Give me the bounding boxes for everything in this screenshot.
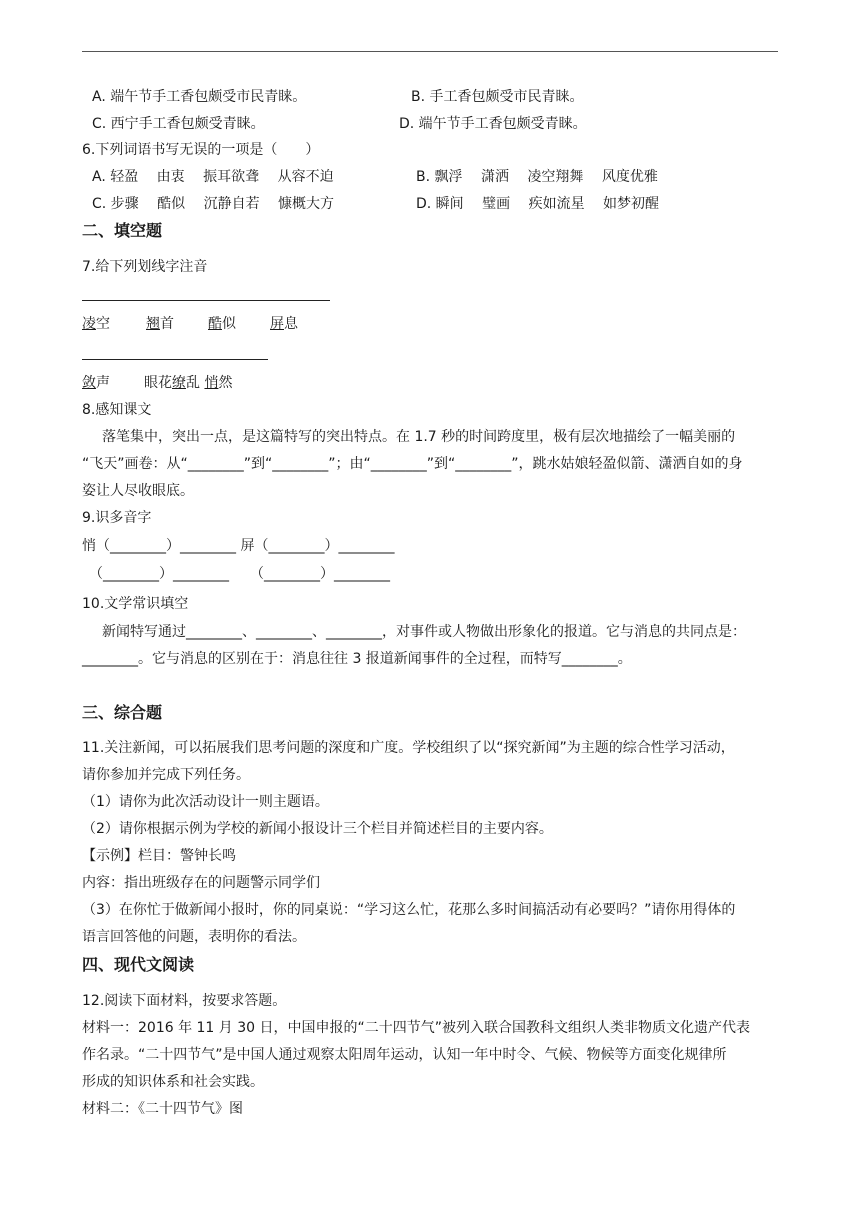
q10-stem: 10.文学常识填空: [82, 596, 189, 612]
q12-stem: 12.阅读下面材料，按要求答题。: [82, 993, 287, 1009]
q11-line-2: 请你参加并完成下列任务。: [82, 767, 250, 783]
q5-option-a: A. 端午节手工香包颇受市民青睐。: [92, 89, 307, 105]
q9-line-1: 悄（________）________ 屏（________）________: [82, 538, 395, 554]
q9-line-2: （________）________ （________）________: [82, 566, 390, 582]
q12-material-1-line-1: 材料一：2016 年 11 月 30 日，中国申报的“二十四节气”被列入联合国教科文组织人类非物质文化遗产代表: [82, 1020, 751, 1036]
q6-option-d: D. 瞬间 璧画 疾如流星 如梦初醒: [416, 196, 660, 212]
q7-word-2-rest: 首: [160, 316, 174, 332]
q8-line-2: “飞天”画卷：从“________”到“________”；由“________”到“________”，跳水姑娘轻盈似箭、潇洒自如的身: [82, 456, 743, 472]
q11-task-1: （1）请你为此次活动设计一则主题语。: [82, 794, 329, 810]
q12-material-1-line-2: 作名录。“二十四节气”是中国人通过观察太阳周年运动，认知一年中时令、气候、物候等方面变化规律所: [82, 1047, 727, 1063]
q8-stem: 8.感知课文: [82, 402, 152, 418]
q7-answer-blank-row2[interactable]: [82, 359, 268, 360]
q7-word-4-marked: 屏: [270, 316, 284, 332]
section-4-title: 四、现代文阅读: [82, 955, 195, 974]
q7-word-7-marked: 悄: [204, 375, 219, 391]
q7-word-6-pre: 眼花: [144, 375, 172, 391]
q12-material-2: 材料二：《二十四节气》图: [82, 1101, 243, 1117]
q7-word-5-rest: 声: [96, 375, 110, 391]
section-2-title: 二、填空题: [82, 221, 163, 240]
header-rule: [82, 51, 778, 52]
q9-stem: 9.识多音字: [82, 510, 152, 526]
section-3-title: 三、综合题: [82, 703, 163, 722]
q11-task-3-cont: 语言回答他的问题，表明你的看法。: [82, 929, 306, 945]
q7-word-1-marked: 凌: [82, 316, 96, 332]
q7-stem: 7.给下列划线字注音: [82, 259, 208, 275]
q11-task-3: （3）在你忙于做新闻小报时，你的同桌说：“学习这么忙，花那么多时间搞活动有必要吗？”请你用得体的: [82, 902, 736, 918]
q7-word-6-rest: 乱: [186, 375, 205, 391]
q6-option-b: B. 飘浮 潇洒 凌空翔舞 风度优雅: [416, 169, 658, 185]
q11-example-content: 内容：指出班级存在的问题警示同学们: [82, 875, 320, 891]
q11-line-1: 11.关注新闻，可以拓展我们思考问题的深度和广度。学校组织了以“探究新闻”为主题的综合性学习活动，: [82, 740, 735, 756]
q6-option-a: A. 轻盈 由衷 振耳欲聋 从容不迫: [92, 169, 334, 185]
q7-word-4-rest: 息: [284, 316, 298, 332]
q10-line-2: ________。它与消息的区别在于：消息往往 3 报道新闻事件的全过程，而特写________。: [82, 651, 632, 667]
q5-option-d: D. 端午节手工香包颇受青睐。: [399, 116, 587, 132]
q8-line-3: 姿让人尽收眼底。: [82, 483, 194, 499]
q7-words-row2: [82, 373, 232, 393]
q6-stem: 6.下列词语书写无误的一项是（ ）: [82, 142, 320, 158]
q11-task-2: （2）请你根据示例为学校的新闻小报设计三个栏目并简述栏目的主要内容。: [82, 821, 553, 837]
q6-option-c: C. 步骤 酷似 沉静自若 慷概大方: [92, 196, 335, 212]
q7-word-1-rest: 空: [96, 316, 110, 332]
q7-words-row1: [82, 314, 298, 334]
q7-word-3-marked: 酷: [208, 316, 222, 332]
q11-example-column: 【示例】栏目：警钟长鸣: [82, 848, 236, 864]
q12-material-1-line-3: 形成的知识体系和社会实践。: [82, 1074, 264, 1090]
q7-word-6-marked: 缭: [172, 375, 186, 391]
q5-option-c: C. 西宁手工香包颇受青睐。: [92, 116, 265, 132]
q7-word-3-rest: 似: [222, 316, 236, 332]
q7-word-7-rest: 然: [218, 375, 233, 391]
q5-option-b: B. 手工香包颇受市民青睐。: [411, 89, 584, 105]
q7-word-5-marked: 敛: [82, 375, 96, 391]
q10-line-1: 新闻特写通过________、________、________，对事件或人物做出形象化的报道。它与消息的共同点是：: [88, 624, 746, 640]
q7-answer-blank-row1[interactable]: [82, 300, 330, 301]
q8-line-1: 落笔集中，突出一点，是这篇特写的突出特点。在 1.7 秒的时间跨度里，极有层次地描绘了一幅美丽的: [88, 429, 736, 445]
q7-word-2-marked: 翘: [146, 316, 160, 332]
